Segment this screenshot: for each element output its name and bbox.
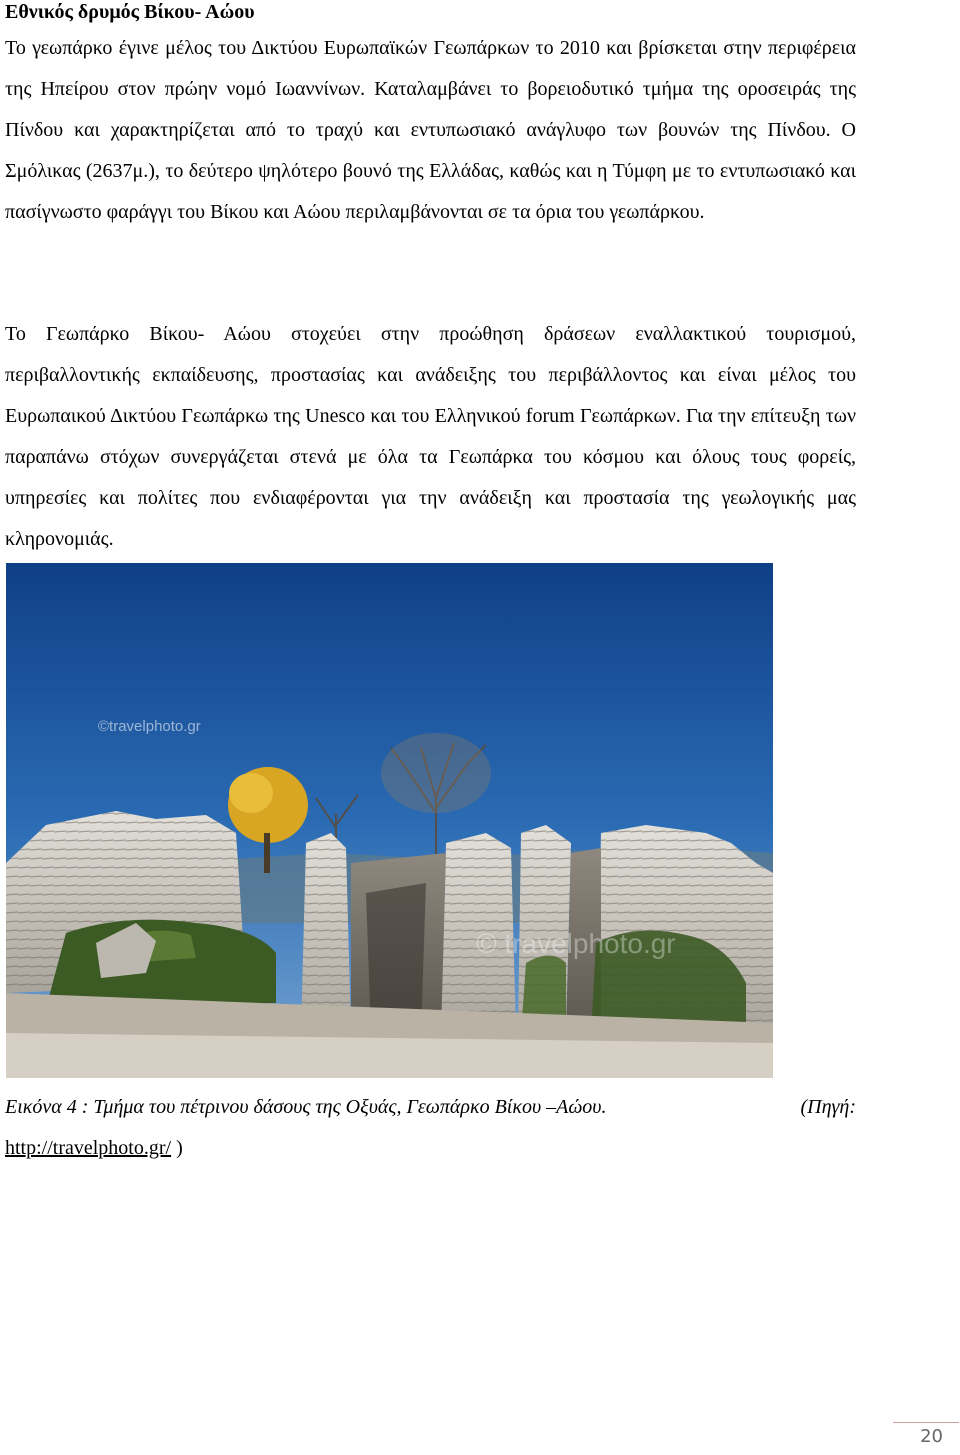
- watermark-center: © travelphoto.gr: [476, 928, 676, 959]
- caption-close-paren: ): [171, 1137, 183, 1159]
- footer-rule: [893, 1422, 959, 1423]
- figure-caption: [5, 1087, 856, 1169]
- paragraph-geopark-goals: Το Γεωπάρκο Βίκου- Αώου στοχεύει στην προώθηση δράσεων εναλλακτικού τουρισμού, περιβαλλοντικής εκπαίδευσης, προστασίας και ανάδειξης του περιβάλλοντος και είναι μέλος του Ευρωπαικού Δικτύου Γεωπάρκω της Unesco και του Ελληνικού forum Γεωπάρκων. Για την επίτευξη των παραπάνω στόχων συνεργάζεται στενά με όλα τα Γεωπάρκα του κόσμου και όλους τους φορείς, υπηρεσίες και πολίτες που ενδιαφέρονται για την ανάδειξη και προστασία της γεωλογικής μας κληρονομιάς.: [5, 323, 856, 550]
- stone-forest-illustration: [6, 563, 773, 1078]
- page-number: 20: [920, 1426, 943, 1447]
- source-link[interactable]: http://travelphoto.gr/: [5, 1137, 172, 1159]
- section-heading: Εθνικός δρυμός Βίκου- Αώου: [5, 1, 255, 23]
- watermark-top: ©travelphoto.gr: [98, 718, 201, 735]
- stone-forest-photo: [6, 563, 773, 1078]
- caption-source-label: (Πηγή:: [800, 1096, 856, 1118]
- paragraph-geopark-intro: Το γεωπάρκο έγινε μέλος του Δικτύου Ευρωπαϊκών Γεωπάρκων το 2010 και βρίσκεται στην περιφέρεια της Ηπείρου στον πρώην νομό Ιωαννίνων. Καταλαμβάνει το βορειοδυτικό τμήμα της οροσειράς της Πίνδου και χαρακτηρίζεται από το τραχύ και εντυπωσιακό ανάγλυφο των βουνών της Πίνδου. Ο Σμόλικας (2637μ.), το δεύτερο ψηλότερο βουνό της Ελλάδας, καθώς και η Τύμφη με το εντυπωσιακό και πασίγνωστο φαράγγι του Βίκου και Αώου περιλαμβάνονται σε τα όρια του γεωπάρκου.: [5, 37, 856, 223]
- caption-text: Εικόνα 4 : Τμήμα του πέτρινου δάσους της Οξυάς, Γεωπάρκο Βίκου –Αώου.: [5, 1096, 607, 1118]
